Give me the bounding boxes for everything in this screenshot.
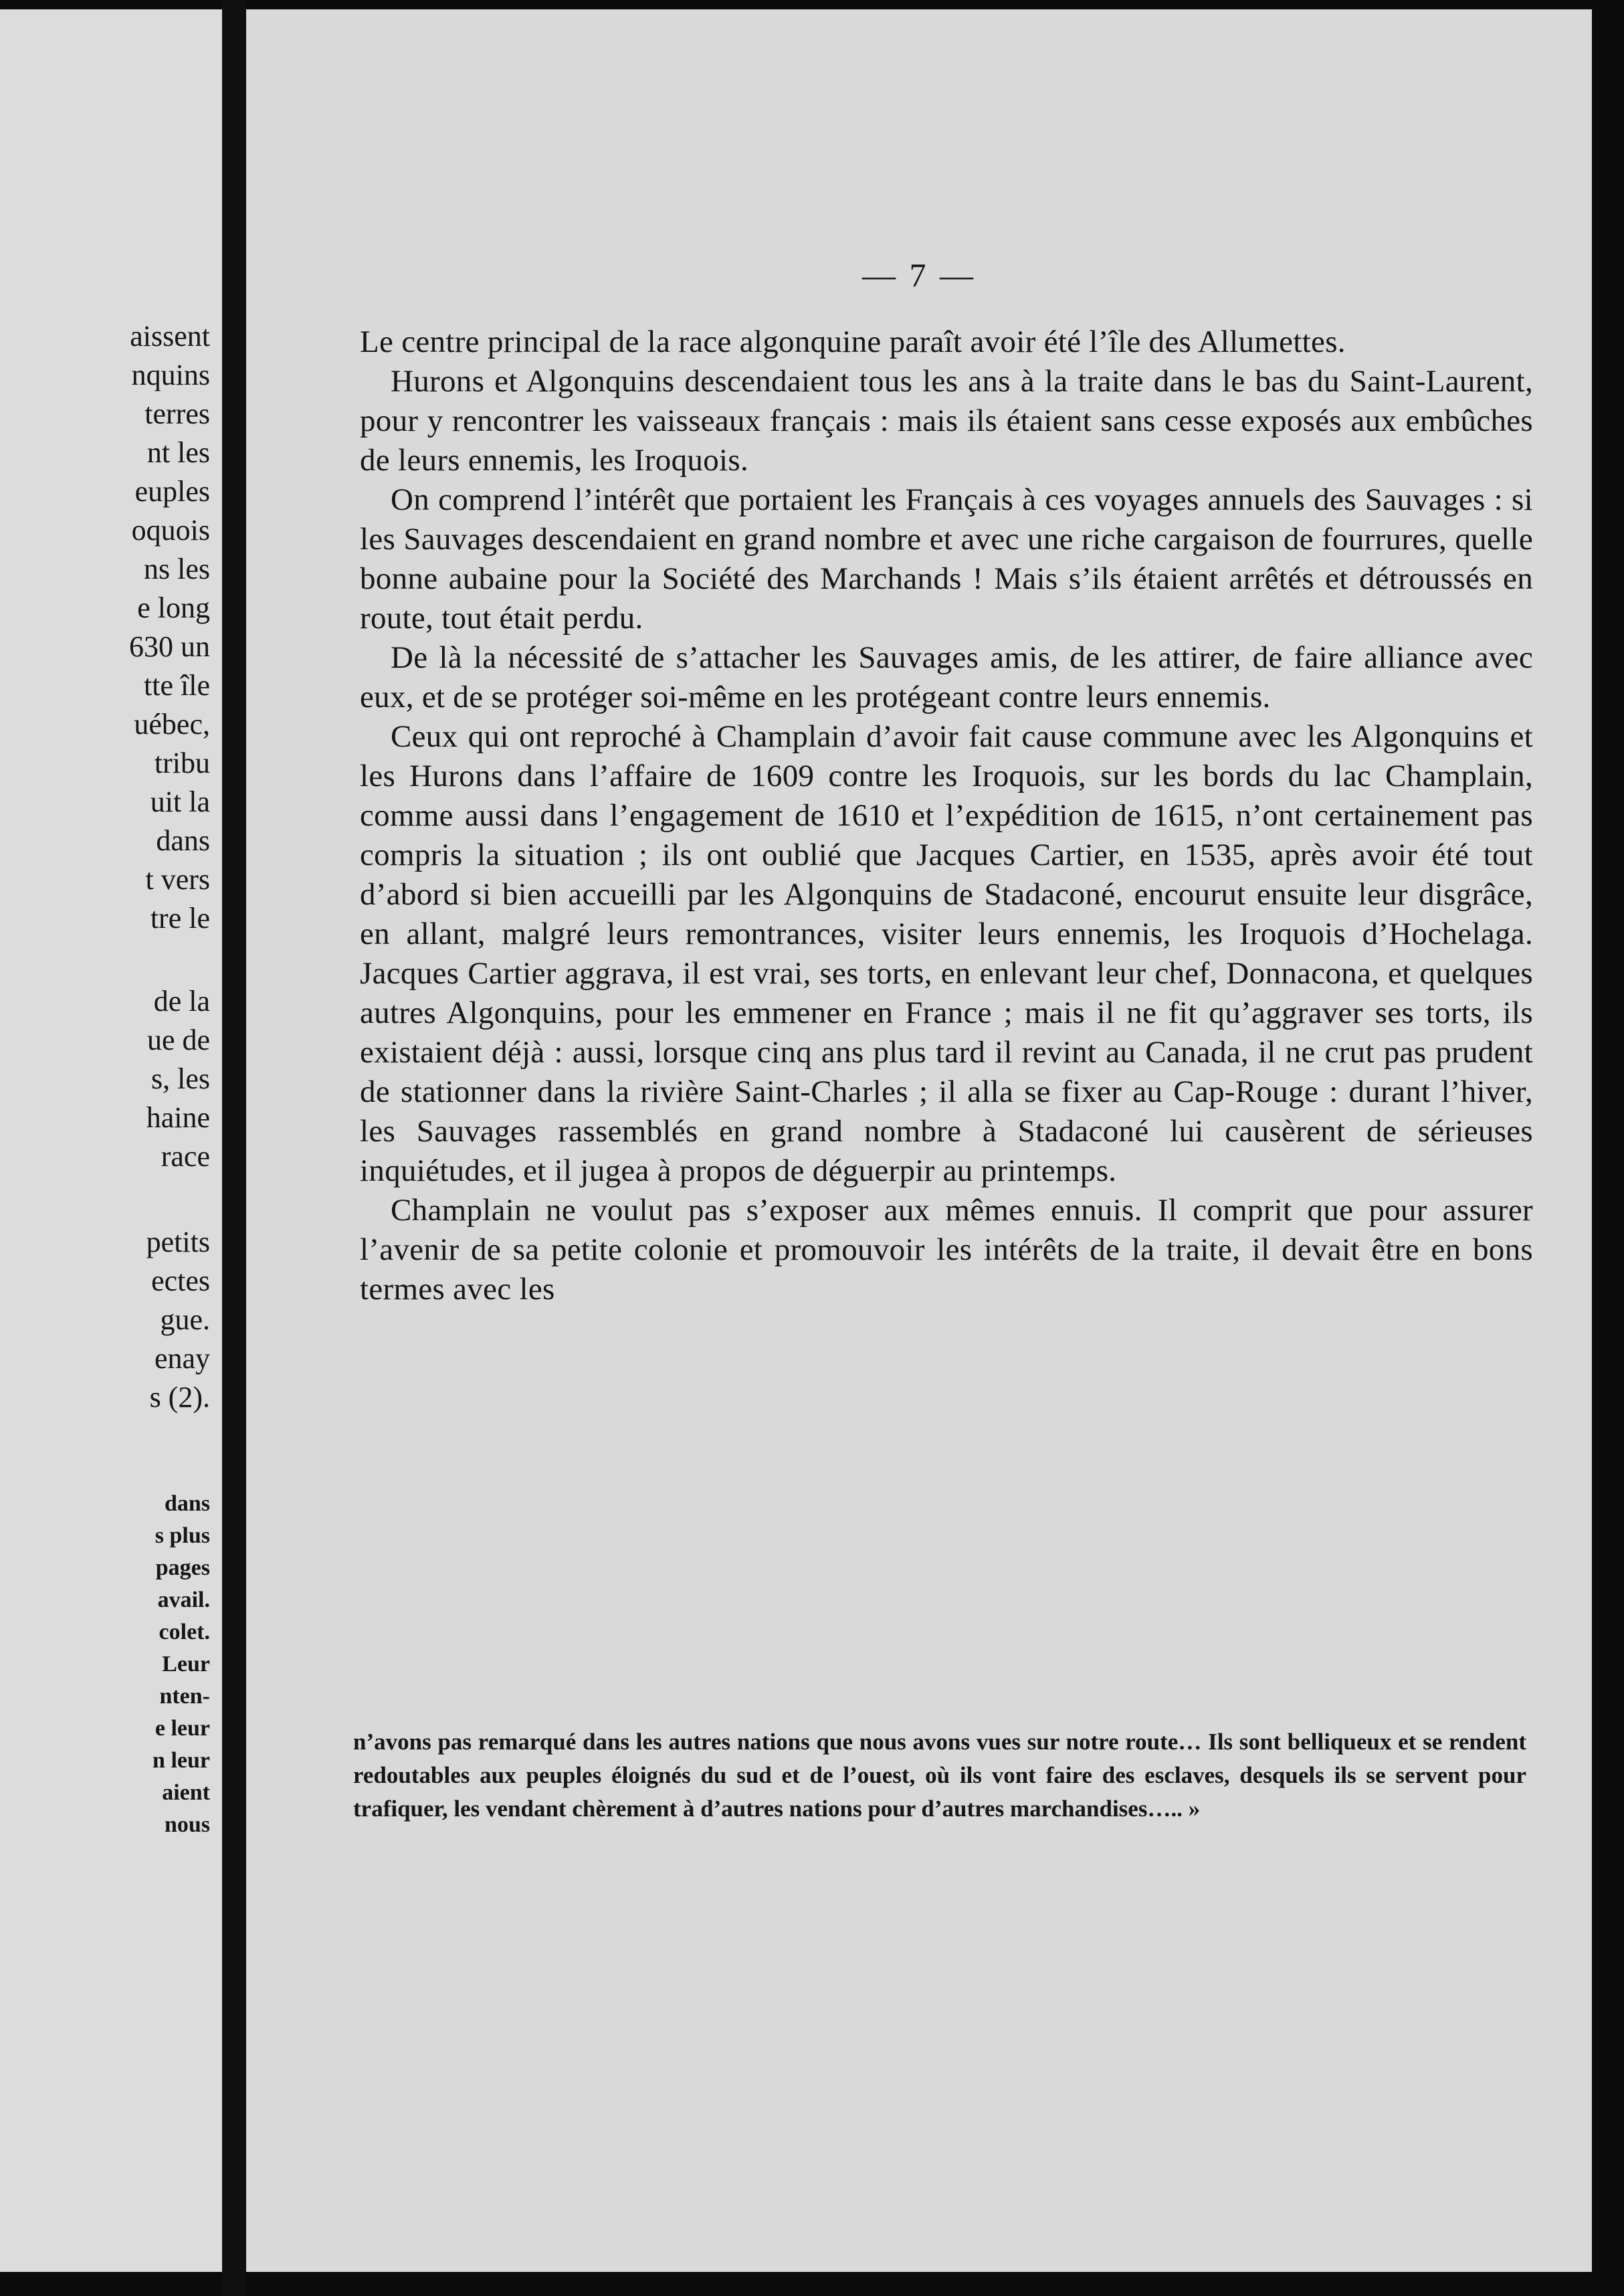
paragraph: On comprend l’intérêt que portaient les Français à ces voyages annuels des Sauvages : si les Sauvages descendaient en grand nombre et avec une riche cargaison de fourrures, quelle bonne aubaine pour la Société des Marchands ! Mais s’ils étaient arrêtés et détroussés en route, tout était perdu. — [360, 482, 1533, 636]
left-page-line: euples — [134, 475, 210, 508]
paragraph: Hurons et Algonquins descendaient tous les ans à la traite dans le bas du Saint-Laurent, pour y rencontrer les vaisseaux français : mais ils étaient sans cesse exposés aux embûches de leurs ennemis, les Iroquois. — [360, 364, 1533, 478]
left-page-line: haine — [146, 1101, 210, 1134]
left-page-footnote-line: s plus — [155, 1523, 210, 1548]
left-page-line: tte île — [144, 669, 210, 702]
left-page-line: t vers — [145, 863, 210, 896]
left-page-line: nquins — [131, 359, 210, 391]
left-page-line: oquois — [131, 514, 210, 547]
left-page-footnote-line: n leur — [153, 1748, 210, 1773]
left-page-line: de la — [153, 985, 210, 1018]
left-page-line: tribu — [154, 747, 210, 779]
right-scan-border — [1592, 0, 1624, 2296]
left-page-footnote-line: aient — [162, 1780, 210, 1805]
paragraph: Champlain ne voulut pas s’exposer aux mêmes ennuis. Il comprit que pour assurer l’avenir de sa petite colonie et promouvoir les intérêts de la traite, il devait être en bons termes avec les — [360, 1193, 1533, 1307]
left-page-footnote-line: Leur — [162, 1652, 210, 1677]
paragraph: Le centre principal de la race algonquine paraît avoir été l’île des Allumettes. — [360, 324, 1346, 359]
left-page-line: s, les — [151, 1062, 210, 1095]
paragraph: Ceux qui ont reproché à Champlain d’avoir fait cause commune avec les Algonquins et les Hurons dans l’affaire de 1609 contre les Iroquois, sur les bords du lac Champlain, comme aussi dans l’engagement de 1610 et l’expédition de 1615, n’ont certainement pas compris la situation ; ils ont oublié que Jacques Cartier, en 1535, après avoir été tout d’abord si bien accueilli par les Algonquins de Stadaconé, encourut ensuite leur disgrâce, en allant, malgré leurs remontrances, visiter leurs ennemis, les Iroquois d’Hochelaga. Jacques Cartier aggrava, il est vrai, ses torts, en enlevant leur chef, Donnacona, et quelques autres Algonquins, pour les emmener en France ; mais il ne fit qu’aggraver ses torts, ils existaient déjà : aussi, lorsque cinq ans plus tard il revint au Canada, il ne crut pas prudent de stationner dans la rivière Saint-Charles ; il alla se fixer au Cap-Rouge : durant l’hiver, les Sauvages rassemblés en grand nombre à Stadaconé lui causèrent de sérieuses inquiétudes, et il jugea à propos de déguerpir au printemps. — [360, 719, 1533, 1188]
left-page-line: ns les — [144, 553, 210, 585]
left-page-footnote-line: nous — [164, 1812, 210, 1837]
left-page-footnote-line: dans — [164, 1491, 210, 1516]
left-page-line: enay — [154, 1342, 210, 1375]
left-page-line: race — [161, 1140, 210, 1173]
footnote: n’avons pas remarqué dans les autres nations que nous avons vues sur notre route… Ils sont belliqueux et se rendent redoutables aux peuples éloignés du sud et de l’ouest, où ils vont faire des esclaves, desquels ils se servent pour trafiquer, les vendant chèrement à d’autres nations pour d’autres marchandises….. » — [353, 1729, 1526, 1822]
main-page — [246, 9, 1592, 2272]
left-page-line: e long — [137, 591, 210, 624]
left-page-line: terres — [144, 397, 210, 430]
left-page-line: uébec, — [134, 708, 210, 741]
left-page-line: s (2). — [149, 1381, 210, 1414]
paragraph: De là la nécessité de s’attacher les Sauvages amis, de les attirer, de faire alliance avec eux, et de se protéger soi-même en les protégeant contre leurs ennemis. — [360, 640, 1533, 714]
book-gutter — [222, 0, 246, 2296]
left-facing-page — [0, 9, 222, 2272]
left-page-footnote-line: e leur — [155, 1716, 210, 1741]
left-page-line: 630 un — [129, 630, 210, 663]
left-page-line: tre le — [150, 902, 210, 935]
left-page-line: dans — [156, 824, 210, 857]
left-page-line: ue de — [146, 1024, 210, 1056]
left-page-line: nt les — [146, 436, 210, 469]
left-page-line: ectes — [151, 1264, 210, 1297]
left-page-line: uit la — [150, 785, 210, 818]
left-page-footnote-line: avail. — [157, 1588, 210, 1612]
page-number: — 7 — — [862, 256, 976, 294]
left-page-footnote-line: colet. — [159, 1620, 210, 1644]
left-page-footnote-line: pages — [155, 1555, 210, 1580]
body-text — [360, 322, 1533, 1309]
left-page-footnote-line: nten- — [159, 1684, 210, 1709]
left-page-line: aissent — [130, 320, 210, 353]
left-page-line: petits — [146, 1226, 210, 1258]
left-page-line: gue. — [160, 1303, 210, 1336]
